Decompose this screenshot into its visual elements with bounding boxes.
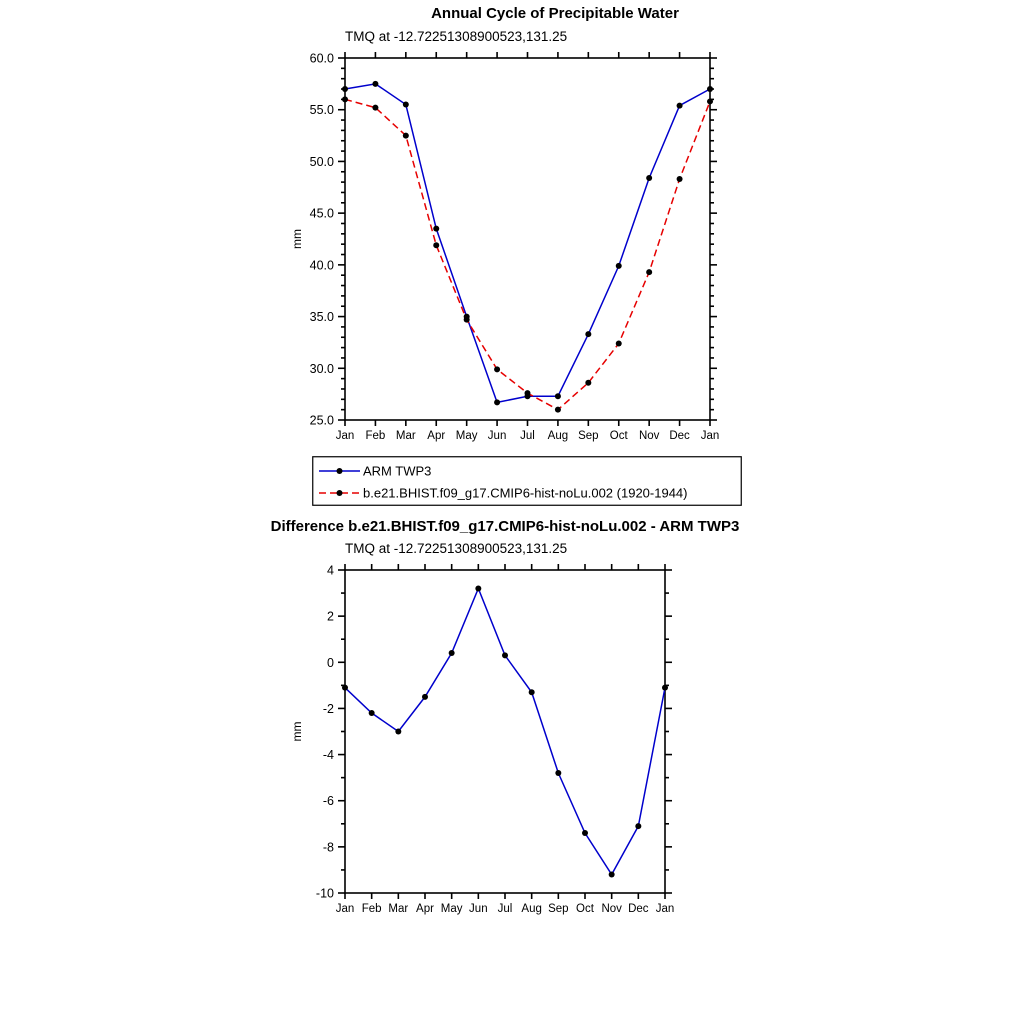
y-tick-label: 50.0 [309, 154, 334, 169]
legend-label: b.e21.BHIST.f09_g17.CMIP6-hist-noLu.002 (1920-1944) [363, 485, 688, 501]
y-tick-label: 40.0 [309, 258, 334, 273]
data-point-marker [707, 86, 713, 92]
plot-frame [345, 570, 665, 893]
x-tick-label: Jan [655, 903, 675, 915]
x-tick-label: Aug [547, 430, 569, 442]
series-line [345, 99, 710, 409]
y-axis-label: mm [290, 721, 304, 742]
y-tick-label: 55.0 [309, 103, 334, 118]
data-point-marker [616, 263, 622, 269]
chart1-plot [280, 0, 780, 448]
y-tick-label: 35.0 [309, 310, 334, 325]
data-point-marker [609, 872, 615, 878]
data-point-marker [422, 694, 428, 700]
x-tick-label: Jan [700, 430, 720, 442]
data-point-marker [449, 650, 455, 656]
chart1-title: Annual Cycle of Precipitable Water [431, 5, 679, 22]
data-point-marker [585, 380, 591, 386]
y-tick-label: -10 [315, 886, 334, 901]
x-tick-label: Dec [669, 430, 690, 442]
x-tick-label: Aug [521, 903, 542, 915]
data-point-marker [372, 105, 378, 111]
data-point-marker [662, 685, 668, 691]
x-tick-label: Sep [578, 430, 599, 442]
data-point-marker [677, 103, 683, 109]
x-tick-label: Nov [638, 430, 660, 442]
x-tick-label: Jul [520, 430, 535, 442]
data-point-marker [433, 226, 439, 232]
x-tick-label: Apr [427, 430, 446, 442]
y-tick-label: 2 [327, 609, 334, 624]
y-tick-label: 4 [327, 563, 334, 578]
x-tick-label: May [440, 903, 463, 915]
x-tick-label: Mar [395, 430, 416, 442]
x-tick-label: May [455, 430, 478, 442]
x-tick-label: Jun [469, 903, 488, 915]
data-point-marker [646, 175, 652, 181]
data-point-marker [395, 729, 401, 735]
data-point-marker [582, 830, 588, 836]
y-tick-label: 45.0 [309, 206, 334, 221]
data-point-marker [372, 81, 378, 87]
x-tick-label: Jul [497, 903, 513, 915]
x-tick-label: Jan [335, 903, 355, 915]
y-tick-label: -2 [322, 701, 334, 716]
data-point-marker [555, 407, 561, 413]
y-tick-label: 30.0 [309, 361, 334, 376]
data-point-marker [616, 340, 622, 346]
data-point-marker [635, 823, 641, 829]
chart2-plot [280, 515, 740, 945]
chart1-legend [312, 456, 744, 508]
axes [338, 52, 717, 426]
legend-marker [337, 468, 343, 474]
chart1-subtitle: TMQ at -12.72251308900523,131.25 [345, 29, 568, 44]
data-point-marker [585, 331, 591, 337]
series-line [345, 588, 665, 874]
data-point-marker [342, 685, 348, 691]
data-point-marker [555, 770, 561, 776]
y-tick-label: -4 [322, 748, 334, 763]
y-tick-label: -8 [322, 840, 334, 855]
data-point-marker [525, 390, 531, 396]
x-tick-label: Dec [628, 903, 649, 915]
x-tick-label: Nov [601, 903, 622, 915]
x-tick-label: Mar [388, 903, 409, 915]
data-point-marker [433, 242, 439, 248]
data-point-marker [369, 710, 375, 716]
x-tick-label: Feb [361, 903, 382, 915]
y-tick-label: -6 [322, 794, 334, 809]
data-point-marker [475, 585, 481, 591]
x-tick-label: Apr [416, 903, 434, 915]
data-point-marker [342, 96, 348, 102]
data-point-marker [403, 102, 409, 108]
data-point-marker [555, 393, 561, 399]
chart2-title: Difference b.e21.BHIST.f09_g17.CMIP6-hist-noLu.002 - ARM TWP3 [270, 518, 740, 535]
x-tick-label: Oct [609, 430, 628, 442]
series-line [345, 84, 710, 403]
data-point-marker [464, 317, 470, 323]
y-axis-label: mm [290, 229, 304, 249]
legend-marker [337, 490, 343, 496]
data-point-marker [677, 176, 683, 182]
chart2-subtitle: TMQ at -12.72251308900523,131.25 [345, 541, 568, 556]
x-tick-label: Oct [576, 903, 594, 915]
axes [338, 564, 672, 899]
x-tick-label: Feb [365, 430, 386, 442]
y-tick-label: 25.0 [309, 413, 334, 428]
y-tick-label: 0 [327, 655, 334, 670]
data-point-marker [494, 399, 500, 405]
x-tick-label: Jun [487, 430, 507, 442]
legend-label: ARM TWP3 [363, 463, 432, 479]
data-point-marker [403, 133, 409, 139]
x-tick-label: Jan [335, 430, 355, 442]
data-point-marker [707, 98, 713, 104]
y-tick-label: 60.0 [309, 51, 334, 66]
data-point-marker [646, 269, 652, 275]
plot-frame [345, 58, 710, 420]
data-point-marker [502, 652, 508, 658]
data-point-marker [342, 86, 348, 92]
data-point-marker [529, 689, 535, 695]
data-point-marker [494, 366, 500, 372]
x-tick-label: Sep [548, 903, 569, 915]
